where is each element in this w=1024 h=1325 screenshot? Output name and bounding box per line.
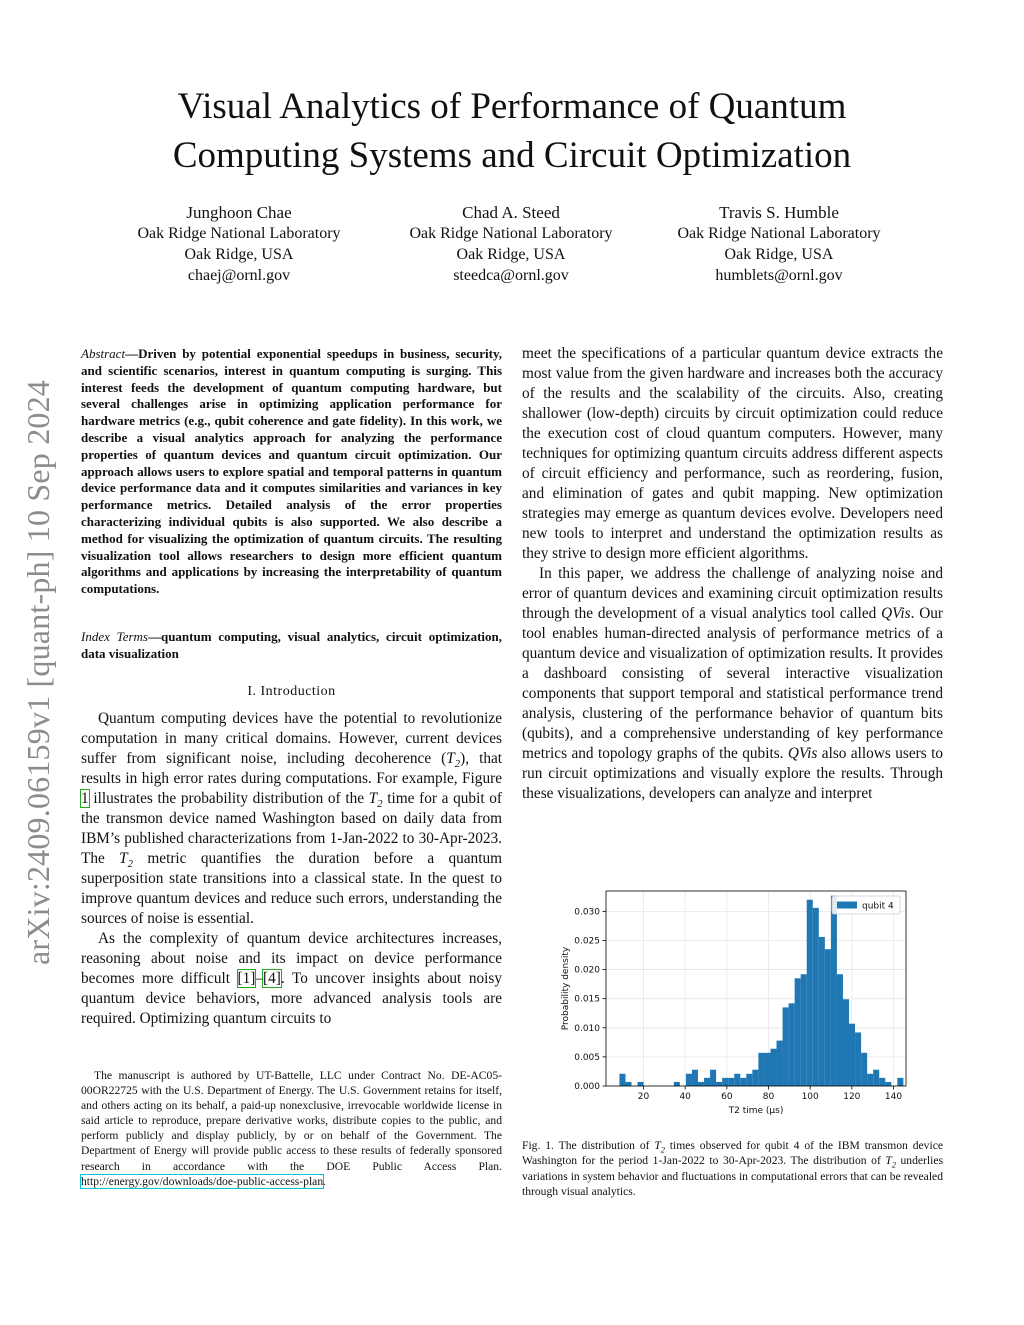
histogram-bar [625, 1082, 631, 1086]
intro-paragraph-2: As the complexity of quantum device architectures increases, reasoning about noise and its impact on device performance becomes more difficult [1]–[4]. To uncover insights about noisy quantum device behaviors, more advanced analysis tools are required. Optimizing quantum circuits to [81, 930, 502, 1027]
histogram-bar [873, 1070, 879, 1086]
histogram-bar [758, 1053, 764, 1086]
histogram-bar [807, 900, 813, 1086]
histogram-bar [861, 1053, 867, 1086]
histogram-bar [722, 1078, 728, 1086]
intro-paragraph-3: meet the specifications of a particular quantum device extracts the most value from the given hardware and increases both the accuracy of the results and the scalability of the circuits. Also, creating shallower (low-depth) circuits by circuit optimization could reduce the execution cost of cloud quantum computers. However, many techniques for optimizing quantum circuits address different aspects of circuit efficiency and performance, such as reordering, fusion, and elimination of gates and qubit mapping. New optimization strategies may emerge as quantum devices evolve. Developers need new tools to interpret and understand the optimization results as they strive to design more efficient algorithms. [522, 345, 943, 562]
author-location: Oak Ridge, USA [724, 246, 834, 263]
x-axis-label: T2 time (μs) [728, 1106, 784, 1116]
histogram-bar [710, 1070, 716, 1086]
histogram-bar [819, 937, 825, 1086]
abstract-text: —Driven by potential exponential speedups in business, security, and scientific scenarios, interest in quantum computing is surging. This interest feeds the development of quantum computing hardware, but several challenges arise in optimizing application performance for hardware metrics (e.g., qubit coherence and gate fidelity). In this work, we describe a visual analytics approach for analyzing the performance properties of quantum devices and quantum circuit optimization. Our approach allows users to explore spatial and temporal patterns in quantum device performance data and it computes similarities and variances in key performance metrics. Detailed analysis of the error properties characterizing individual qubits is also supported. We also describe a method for visualizing the optimization of quantum circuits. The resulting visualization tool allows researchers to design more efficient quantum algorithms and applications by increasing the interpretability of quantum computations. [81, 346, 502, 597]
x-tick-label: 80 [762, 1092, 775, 1102]
intro-paragraph-4: In this paper, we address the challenge of analyzing noise and error of quantum devices and examining circuit optimization results through the development of a visual analytics tool called QVis. Our tool enables human-directed analysis of performance metrics of a quantum device and visualization of optimization results. It provides a dashboard consisting of several interactive visualization components that support temporal and statistical performance trend analysis, clustering of the performance behavior of quantum bits (qubits), and a comprehensive understanding of key performance metrics and topology graphs of the qubits. QVis also allows users to run circuit optimizations and visually explore the results. Through these visualizations, developers can analyze and interpret [522, 565, 943, 802]
x-tick-label: 40 [679, 1092, 691, 1102]
author-name: Junghoon Chae [186, 203, 292, 222]
figure-caption: Fig. 1. The distribution of $T_2$ times observed for qubit 4 of the IBM transmon device Washington for the period 1-Jan-2022 to 30-Apr-2023. The distribution of $T_2$ underlies variations in system behavior and fluctuations in computational errors that can be revealed through visual analytics. [522, 1139, 943, 1198]
histogram-bar [885, 1082, 891, 1086]
y-tick-label: 0.010 [574, 1023, 600, 1034]
author-affiliation: Oak Ridge National Laboratory [409, 225, 613, 242]
author-email: humblets@ornl.gov [715, 267, 843, 284]
histogram-bar [770, 1049, 776, 1086]
author-location: Oak Ridge, USA [184, 246, 294, 263]
histogram-bar [619, 1074, 625, 1086]
author-email: chaej@ornl.gov [187, 267, 291, 284]
histogram-bar [879, 1078, 885, 1086]
footnote: The manuscript is authored by UT-Battelle, LLC under Contract No. DE-AC05-00OR22725 with the U.S. Department of Energy. The U.S. Government retains for itself, and others acting on its behalf, a paid-up nonexclusive, irrevocable worldwide license in said article to reproduce, prepare derivative works, distribute copies to the public, and perform publicly and display publicly, by or on behalf of the Government. The Department of Energy will provide public access to these results of federally sponsored research in accordance with the DOE Public Access Plan. http://energy.gov/downloads/doe-public-access-plan. [81, 1069, 502, 1188]
intro-paragraph-1: Quantum computing devices have the potential to revolutionize computation in many critical domains. However, current devices suffer from significant noise, including decoherence $(T_2)$, that results in high error rates during computations. For example, Figure 1 illustrates the probability distribution of the $T_2$ time for a qubit of the transmon device named Washington based on daily data from IBM’s published characterizations from 1-Jan-2022 to 30-Apr-2023. The $T_2$ metric quantifies the duration before a quantum superposition state transitions into a classical state. In the quest to improve quantum devices and reduce such errors, understanding the sources of noise is essential. [81, 710, 503, 927]
histogram-bar [801, 974, 807, 1086]
histogram-bar [692, 1070, 698, 1086]
abstract [81, 346, 502, 598]
plot-area [561, 891, 906, 1116]
histogram-bar [698, 1082, 704, 1086]
x-tick-label: 100 [801, 1092, 819, 1102]
histogram-bar [704, 1078, 710, 1086]
citation-link[interactable]: [4] [263, 970, 281, 987]
index-terms-text: —quantum computing, visual analytics, circuit optimization, data visualization [81, 629, 502, 661]
histogram-bar [855, 1032, 861, 1086]
histogram-bar [752, 1070, 758, 1086]
x-tick-label: 60 [721, 1092, 733, 1102]
x-tick-label: 20 [637, 1092, 650, 1102]
histogram-bar [849, 1024, 855, 1086]
abstract-label: Abstract [81, 346, 126, 361]
citation-link[interactable]: [1] [237, 970, 256, 987]
histogram-bar [740, 1078, 746, 1086]
x-tick-label: 140 [884, 1092, 903, 1102]
y-tick-label: 0.005 [574, 1052, 600, 1063]
t2-histogram-figure [556, 885, 918, 1120]
histogram-bar [674, 1082, 680, 1086]
histogram-bar [843, 999, 849, 1086]
paper-title [60, 82, 964, 180]
histogram-bar [897, 1078, 903, 1086]
histogram-bar [789, 1003, 795, 1086]
arxiv-identifier: arXiv:2409.06159v1 [quant-ph] 10 Sep 2024 [20, 379, 56, 965]
title-line-2: Computing Systems and Circuit Optimization [172, 135, 852, 176]
histogram-bar [837, 974, 843, 1086]
author-name: Travis S. Humble [719, 203, 839, 222]
intro-right-column [522, 344, 943, 804]
histogram-bar [783, 1007, 789, 1086]
index-terms [81, 629, 502, 663]
author-name: Chad A. Steed [462, 203, 560, 222]
histogram-bar [831, 896, 837, 1086]
y-tick-label: 0.020 [574, 965, 600, 976]
y-tick-label: 0.000 [574, 1082, 600, 1092]
histogram-bar [825, 949, 831, 1086]
legend-label: qubit 4 [862, 901, 894, 912]
histogram-bar [734, 1074, 740, 1086]
y-axis-label: Probability density [561, 946, 571, 1031]
histogram-bar [764, 1053, 770, 1086]
histogram-bar [813, 908, 819, 1086]
y-tick-label: 0.030 [574, 907, 600, 918]
histogram-bar [716, 1082, 722, 1086]
histogram-bar [795, 978, 801, 1086]
index-terms-label: Index Terms [81, 629, 148, 644]
histogram-bar [686, 1074, 692, 1086]
author-block [654, 202, 904, 286]
y-tick-label: 0.015 [574, 994, 600, 1005]
histogram-bar [728, 1078, 734, 1086]
figure-ref-link[interactable]: 1 [81, 790, 89, 807]
histogram-bar [638, 1082, 644, 1086]
author-affiliation: Oak Ridge National Laboratory [137, 225, 341, 242]
author-block [386, 202, 636, 286]
section-heading: I. Introduction [247, 684, 336, 699]
x-tick-label: 120 [843, 1092, 861, 1102]
doe-access-plan-link[interactable]: http://energy.gov/downloads/doe-public-access-plan [81, 1174, 324, 1188]
author-email: steedca@ornl.gov [453, 267, 569, 284]
title-line-1: Visual Analytics of Performance of Quantum [177, 86, 847, 127]
author-block [114, 202, 364, 286]
y-tick-label: 0.025 [574, 936, 600, 947]
histogram-bar [867, 1074, 873, 1086]
histogram-bar [777, 1041, 783, 1086]
author-location: Oak Ridge, USA [456, 246, 566, 263]
intro-left-column [81, 709, 502, 1029]
histogram-bar [746, 1074, 752, 1086]
author-affiliation: Oak Ridge National Laboratory [677, 225, 881, 242]
legend-swatch [837, 902, 857, 909]
